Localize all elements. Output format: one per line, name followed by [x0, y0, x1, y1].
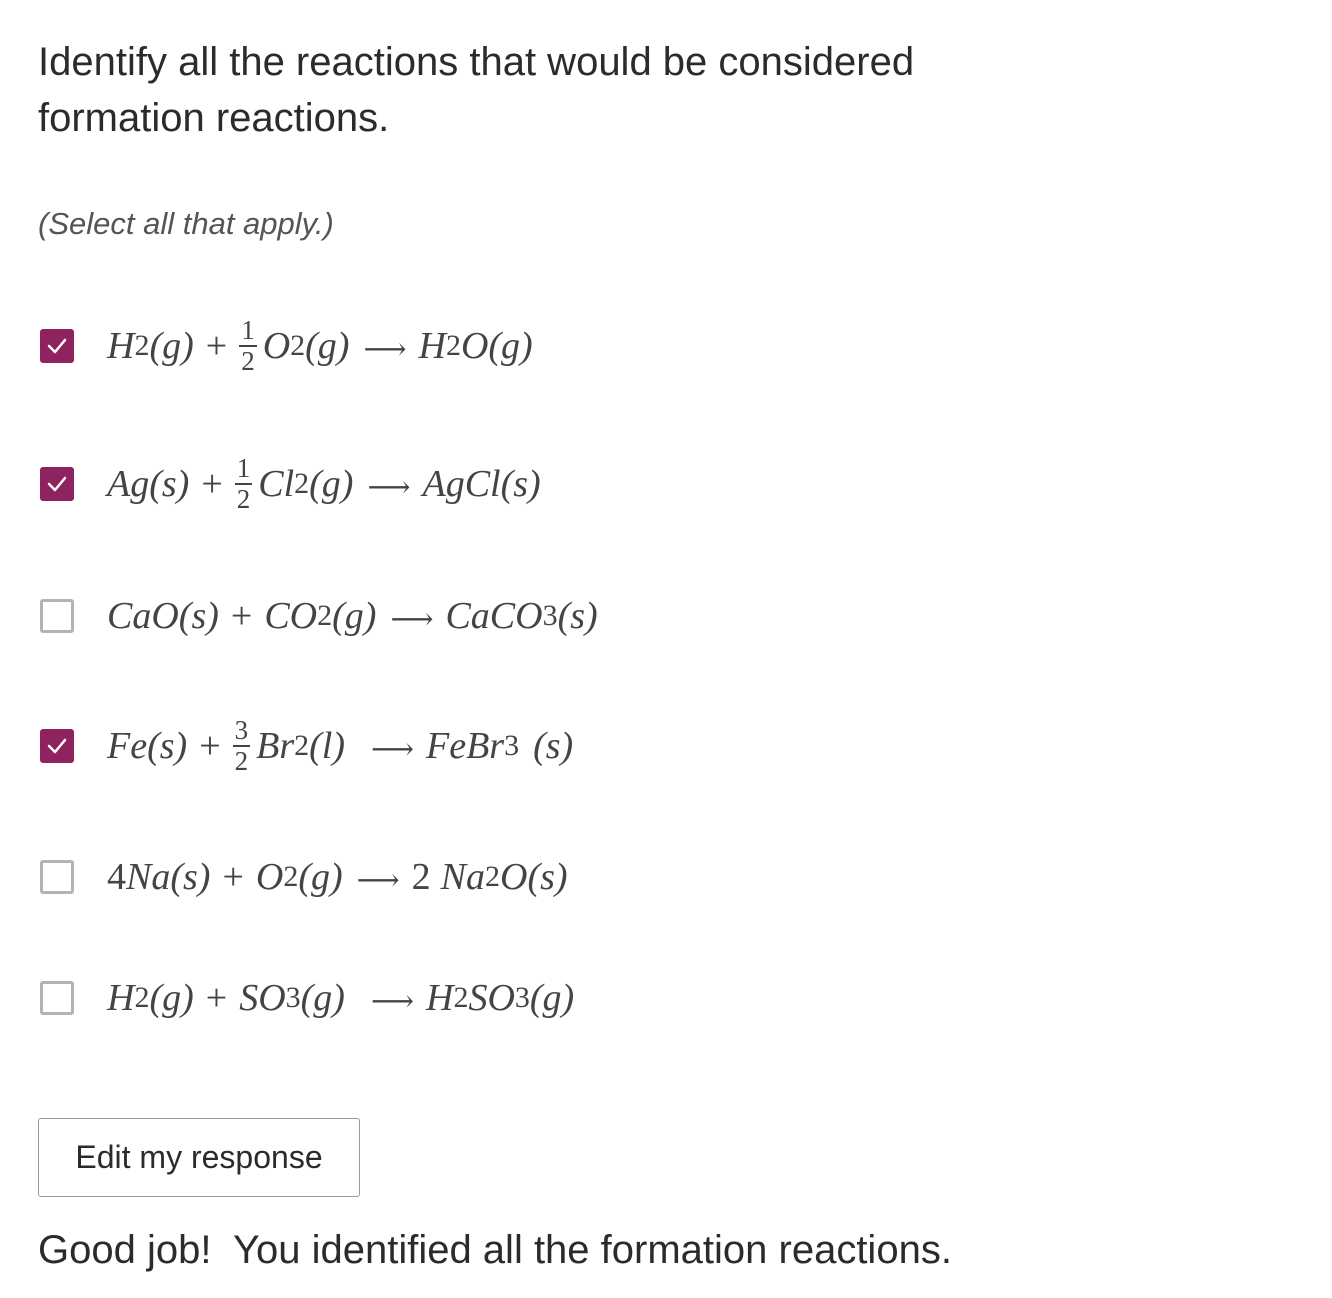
state: (g) — [298, 856, 343, 898]
checkmark-icon — [46, 337, 68, 355]
plus-sign: + — [199, 725, 221, 767]
reactant-2: O — [255, 856, 284, 898]
reactant-1: Na(s) — [126, 856, 211, 898]
reactant-2: O — [262, 325, 291, 367]
reactant-1: H — [107, 325, 135, 367]
reactant-2: CO — [264, 595, 318, 637]
reaction-arrow-icon: ⟶ — [370, 984, 414, 1018]
option-2-checkbox[interactable] — [40, 467, 74, 501]
reaction-arrow-icon: ⟶ — [367, 470, 411, 504]
fraction-denominator: 2 — [234, 746, 249, 776]
plus-sign: + — [230, 595, 253, 637]
option-5[interactable] — [40, 852, 568, 902]
product-part: O(s) — [500, 856, 568, 898]
question-line-2: formation reactions. — [38, 96, 390, 140]
fraction-numerator: 1 — [241, 315, 255, 345]
state: (g) — [309, 463, 354, 505]
product: H — [418, 325, 446, 367]
fraction-denominator: 2 — [236, 484, 251, 514]
fraction-numerator: 3 — [234, 715, 249, 745]
fraction-denominator: 2 — [241, 346, 255, 376]
reactant-2: SO — [239, 977, 286, 1019]
reactant-1: Ag(s) — [107, 463, 190, 505]
reaction-arrow-icon: ⟶ — [371, 732, 415, 766]
option-3-equation: CaO(s) + CO 2 (g) ⟶ CaCO 3 (s) — [107, 595, 598, 637]
reaction-arrow-icon: ⟶ — [390, 602, 434, 636]
state: (l) — [309, 725, 345, 767]
reactant-1: CaO(s) — [107, 595, 219, 637]
reaction-arrow-icon: ⟶ — [356, 863, 400, 897]
plus-sign: + — [205, 977, 228, 1019]
product: AgCl(s) — [422, 463, 541, 505]
reactant-2: Br — [256, 725, 295, 767]
coefficient: 4 — [107, 856, 126, 898]
state: (g) — [149, 325, 194, 367]
reaction-arrow-icon: ⟶ — [363, 332, 407, 366]
question-line-1: Identify all the reactions that would be considered — [38, 40, 915, 84]
option-6-checkbox[interactable] — [40, 981, 74, 1015]
fraction — [235, 455, 253, 513]
state: (s) — [533, 725, 574, 767]
fraction-numerator: 1 — [236, 453, 251, 483]
edit-my-response-button[interactable]: Edit my response — [38, 1118, 360, 1197]
option-2[interactable] — [40, 453, 541, 514]
feedback-message: Good job! You identified all the formation reactions. — [38, 1228, 952, 1272]
product: H — [425, 977, 454, 1019]
product: CaCO — [445, 595, 543, 637]
option-1-checkbox[interactable] — [40, 329, 74, 363]
state: (g) — [305, 325, 350, 367]
state: (g) — [529, 977, 575, 1019]
state: (g) — [149, 977, 194, 1019]
plus-sign: + — [205, 325, 228, 367]
option-5-checkbox[interactable] — [40, 860, 74, 894]
fraction — [239, 317, 257, 375]
question-text — [38, 34, 998, 146]
select-all-instruction: (Select all that apply.) — [38, 206, 334, 241]
option-6[interactable] — [40, 973, 574, 1023]
reactant-1: H — [107, 977, 135, 1019]
state: (g) — [332, 595, 377, 637]
product-part: O(g) — [460, 325, 533, 367]
option-6-equation: H 2 (g) + SO 3 (g) ⟶ H 2 SO 3 (g) — [107, 977, 575, 1019]
option-4-checkbox[interactable] — [40, 729, 74, 763]
option-2-equation: Ag(s) + $\frac{1}{2}$ Cl 2 (g) ⟶ AgCl(s) — [107, 453, 541, 514]
state: (g) — [300, 977, 345, 1019]
checkmark-icon — [46, 475, 68, 493]
coefficient: 2 — [411, 856, 431, 898]
option-4[interactable] — [40, 715, 574, 776]
product: Na — [440, 856, 486, 898]
reactant-2: Cl — [258, 463, 295, 505]
checkmark-icon — [46, 737, 68, 755]
plus-sign: + — [222, 856, 244, 898]
product-part: SO — [468, 977, 515, 1019]
option-4-equation: Fe(s) + $\frac{3}{2}$ Br 2 (l) ⟶ FeBr 3 (s) — [107, 715, 574, 776]
fraction — [233, 717, 251, 775]
state: (s) — [557, 595, 598, 637]
option-1-equation: H 2 (g) + $\frac{1}{2}$ O 2 (g) ⟶ H 2 O(g) — [107, 315, 533, 376]
option-3[interactable] — [40, 591, 598, 641]
product: FeBr — [426, 725, 505, 767]
option-3-checkbox[interactable] — [40, 599, 74, 633]
reactant-1: Fe(s) — [107, 725, 188, 767]
option-1[interactable] — [40, 315, 533, 376]
option-5-equation: 4 Na(s) + O 2 (g) ⟶ 2 Na 2 O(s) — [107, 856, 568, 898]
plus-sign: + — [201, 463, 223, 505]
